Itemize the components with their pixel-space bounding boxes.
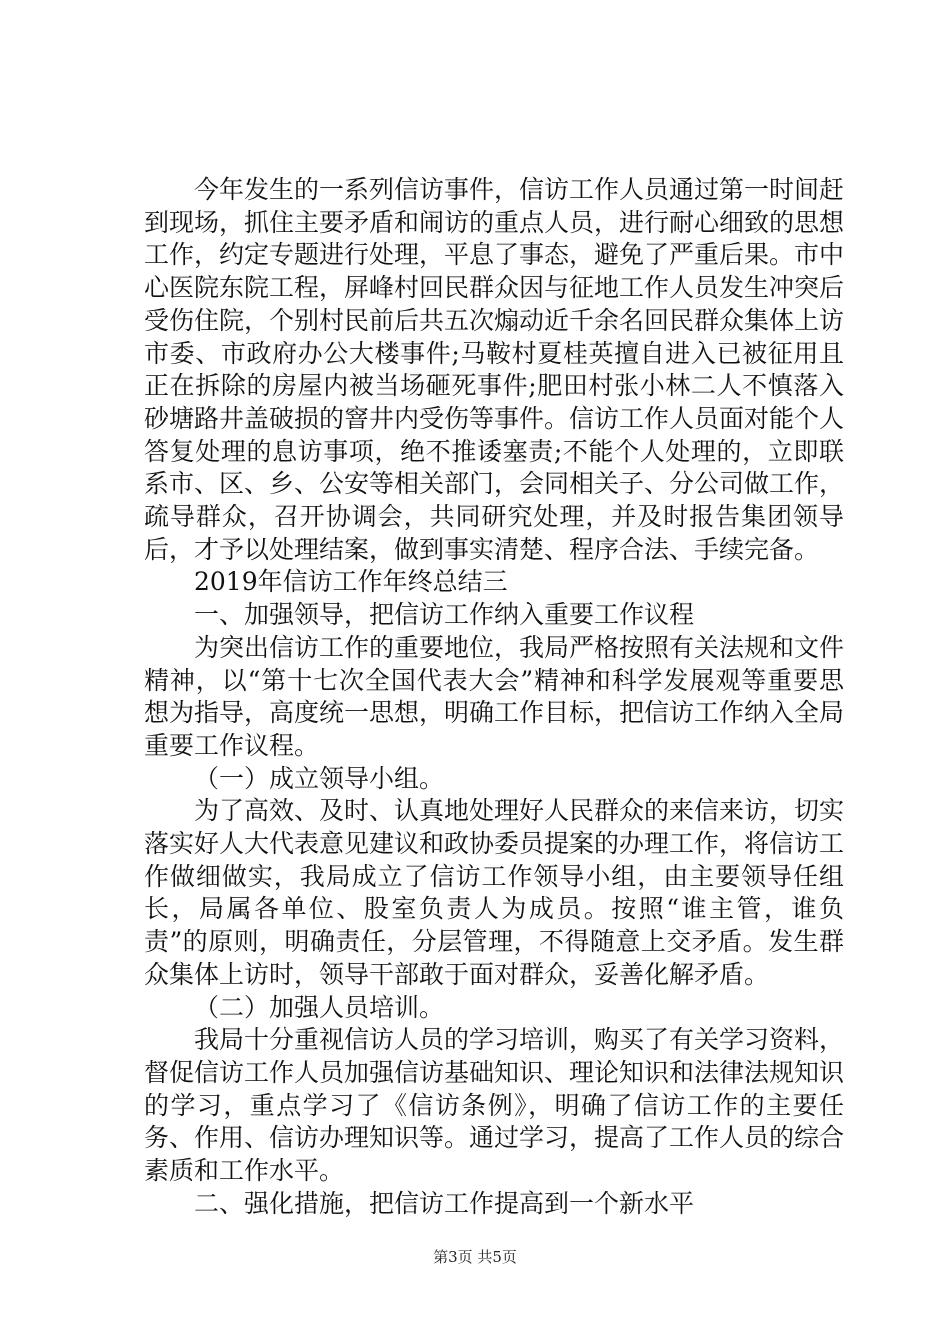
paragraph-leadership: 为突出信访工作的重要地位，我局严格按照有关法规和文件精神，以“第十七次全国代表大会”精神和科学发展观等重要思想为指导，高度统一思想，明确工作目标，把信访工作纳入全局重要工作议程。 (144, 632, 845, 760)
paragraph-training: 我局十分重视信访人员的学习培训，购买了有关学习资料，督促信访工作人员加强信访基础知识、理论知识和法律法规知识的学习，重点学习了《信访条例》，明确了信访工作的主要任务、作用、信访办理知识等。通过学习，提高了工作人员的综合素质和工作水平。 (144, 1025, 845, 1186)
heading-strengthen-measures: 二、强化措施，把信访工作提高到一个新水平 (194, 1188, 695, 1218)
paragraph-incident-handling: 今年发生的一系列信访事件，信访工作人员通过第一时间赶到现场，抓住主要矛盾和闹访的重点人员，进行耐心细致的思想工作，约定专题进行处理，平息了事态，避免了严重后果。市中心医院东院工程，屏峰村回民群众因与征地工作人员发生冲突后受伤住院，个别村民前后共五次煽动近千余名回民群众集体上访市委、市政府办公大楼事件;马鞍村夏桂英擅自进入已被征用且正在拆除的房屋内被当场砸死事件;肥田村张小林二人不慎落入砂塘路井盖破损的窨井内受伤等事件。信访工作人员面对能个人答复处理的息访事项，绝不推诿塞责;不能个人处理的，立即联系市、区、乡、公安等相关部门，会同相关子、分公司做工作，疏导群众，召开协调会，共同研究处理，并及时报告集团领导后，才予以处理结案，做到事实清楚、程序合法、手续完备。 (144, 175, 845, 564)
subheading-training: （二）加强人员培训。 (194, 992, 445, 1022)
section-title: 2019年信访工作年终总结三 (194, 567, 508, 597)
heading-strengthen-leadership: 一、加强领导，把信访工作纳入重要工作议程 (194, 600, 695, 630)
page-footer: 第3页 共5页 (433, 1248, 517, 1266)
subheading-leading-group: （一）成立领导小组。 (194, 763, 445, 793)
paragraph-leading-group: 为了高效、及时、认真地处理好人民群众的来信来访，切实落实好人大代表意见建议和政协委员提案的办理工作，将信访工作做细做实，我局成立了信访工作领导小组，由主要领导任组长，局属各单位、股室负责人为成员。按照“谁主管，谁负责”的原则，明确责任，分层管理，不得随意上交矛盾。发生群众集体上访时，领导干部敢于面对群众，妥善化解矛盾。 (144, 796, 845, 989)
document-body (144, 174, 844, 1221)
